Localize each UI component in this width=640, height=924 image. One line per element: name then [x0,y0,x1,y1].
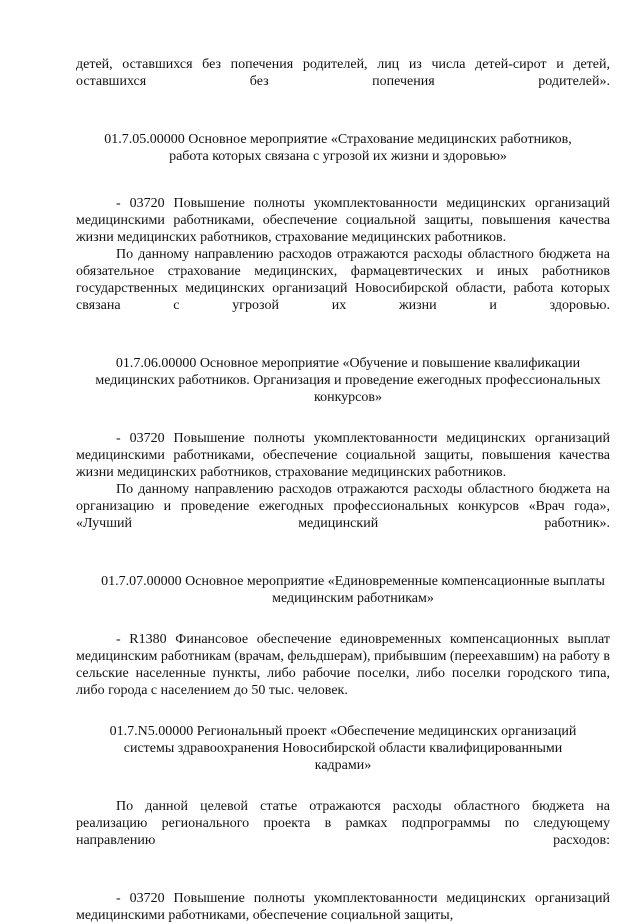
expense-item-r1380: - R1380 Финансовое обеспечение единовременных компенсационных выплат медицинским работникам (врачам, фельдшерам), прибывшим (переехавшим) на работу в сельские населенные пункты, либо рабочие поселки, либо поселки городского типа, либо города с населением до 50 тыс. человек. [76,632,610,698]
section-heading-0105: 01.7.05.00000 Основное мероприятие «Страхование медицинских работников, работа которых связана с угрозой их жизни и здоровью» [104,132,572,164]
regional-project-description: По данной целевой статье отражаются расходы областного бюджета на реализацию регионального проекта в рамках подпрограммы по следующему направлению расходов: [76,799,610,848]
section-heading-0106: 01.7.06.00000 Основное мероприятие «Обучение и повышение квалификации медицинских работников. Организация и проведение ежегодных профессиональных конкурсов» [95,356,601,405]
expense-item-03720-a: - 03720 Повышение полноты укомплектованности медицинских организаций медицинскими работниками, обеспечение социальной защиты, повышения качества жизни медицинских работников, страхование медицинских работников. [76,196,610,245]
section-heading-017n5: 01.7.N5.00000 Региональный проект «Обеспечение медицинских организаций системы здравоохранения Новосибирской области квалифицированными кадрами» [109,724,577,773]
intro-paragraph: детей, оставшихся без попечения родителей, лиц из числа детей-сирот и детей, оставшихся без попечения родителей». [76,57,610,89]
expense-item-03720-b: - 03720 Повышение полноты укомплектованности медицинских организаций медицинскими работниками, обеспечение социальной защиты, повышения качества жизни медицинских работников, страхование медицинских работников. [76,431,610,480]
section-heading-0107: 01.7.07.00000 Основное мероприятие «Единовременные компенсационные выплаты медицинским работникам» [101,574,605,606]
expense-description-a: По данному направлению расходов отражаются расходы областного бюджета на обязательное страхование медицинских, фармацевтических и иных работников государственных медицинских организаций Новосибирской области, работа которых связана с угрозой их жизни и здоровью. [76,247,610,313]
expense-description-b: По данному направлению расходов отражаются расходы областного бюджета на организацию и проведение ежегодных профессиональных конкурсов «Врач года», «Лучший медицинский работник». [76,482,610,531]
expense-item-03720-c: - 03720 Повышение полноты укомплектованности медицинских организаций медицинскими работниками, обеспечение социальной защиты, [76,891,610,923]
